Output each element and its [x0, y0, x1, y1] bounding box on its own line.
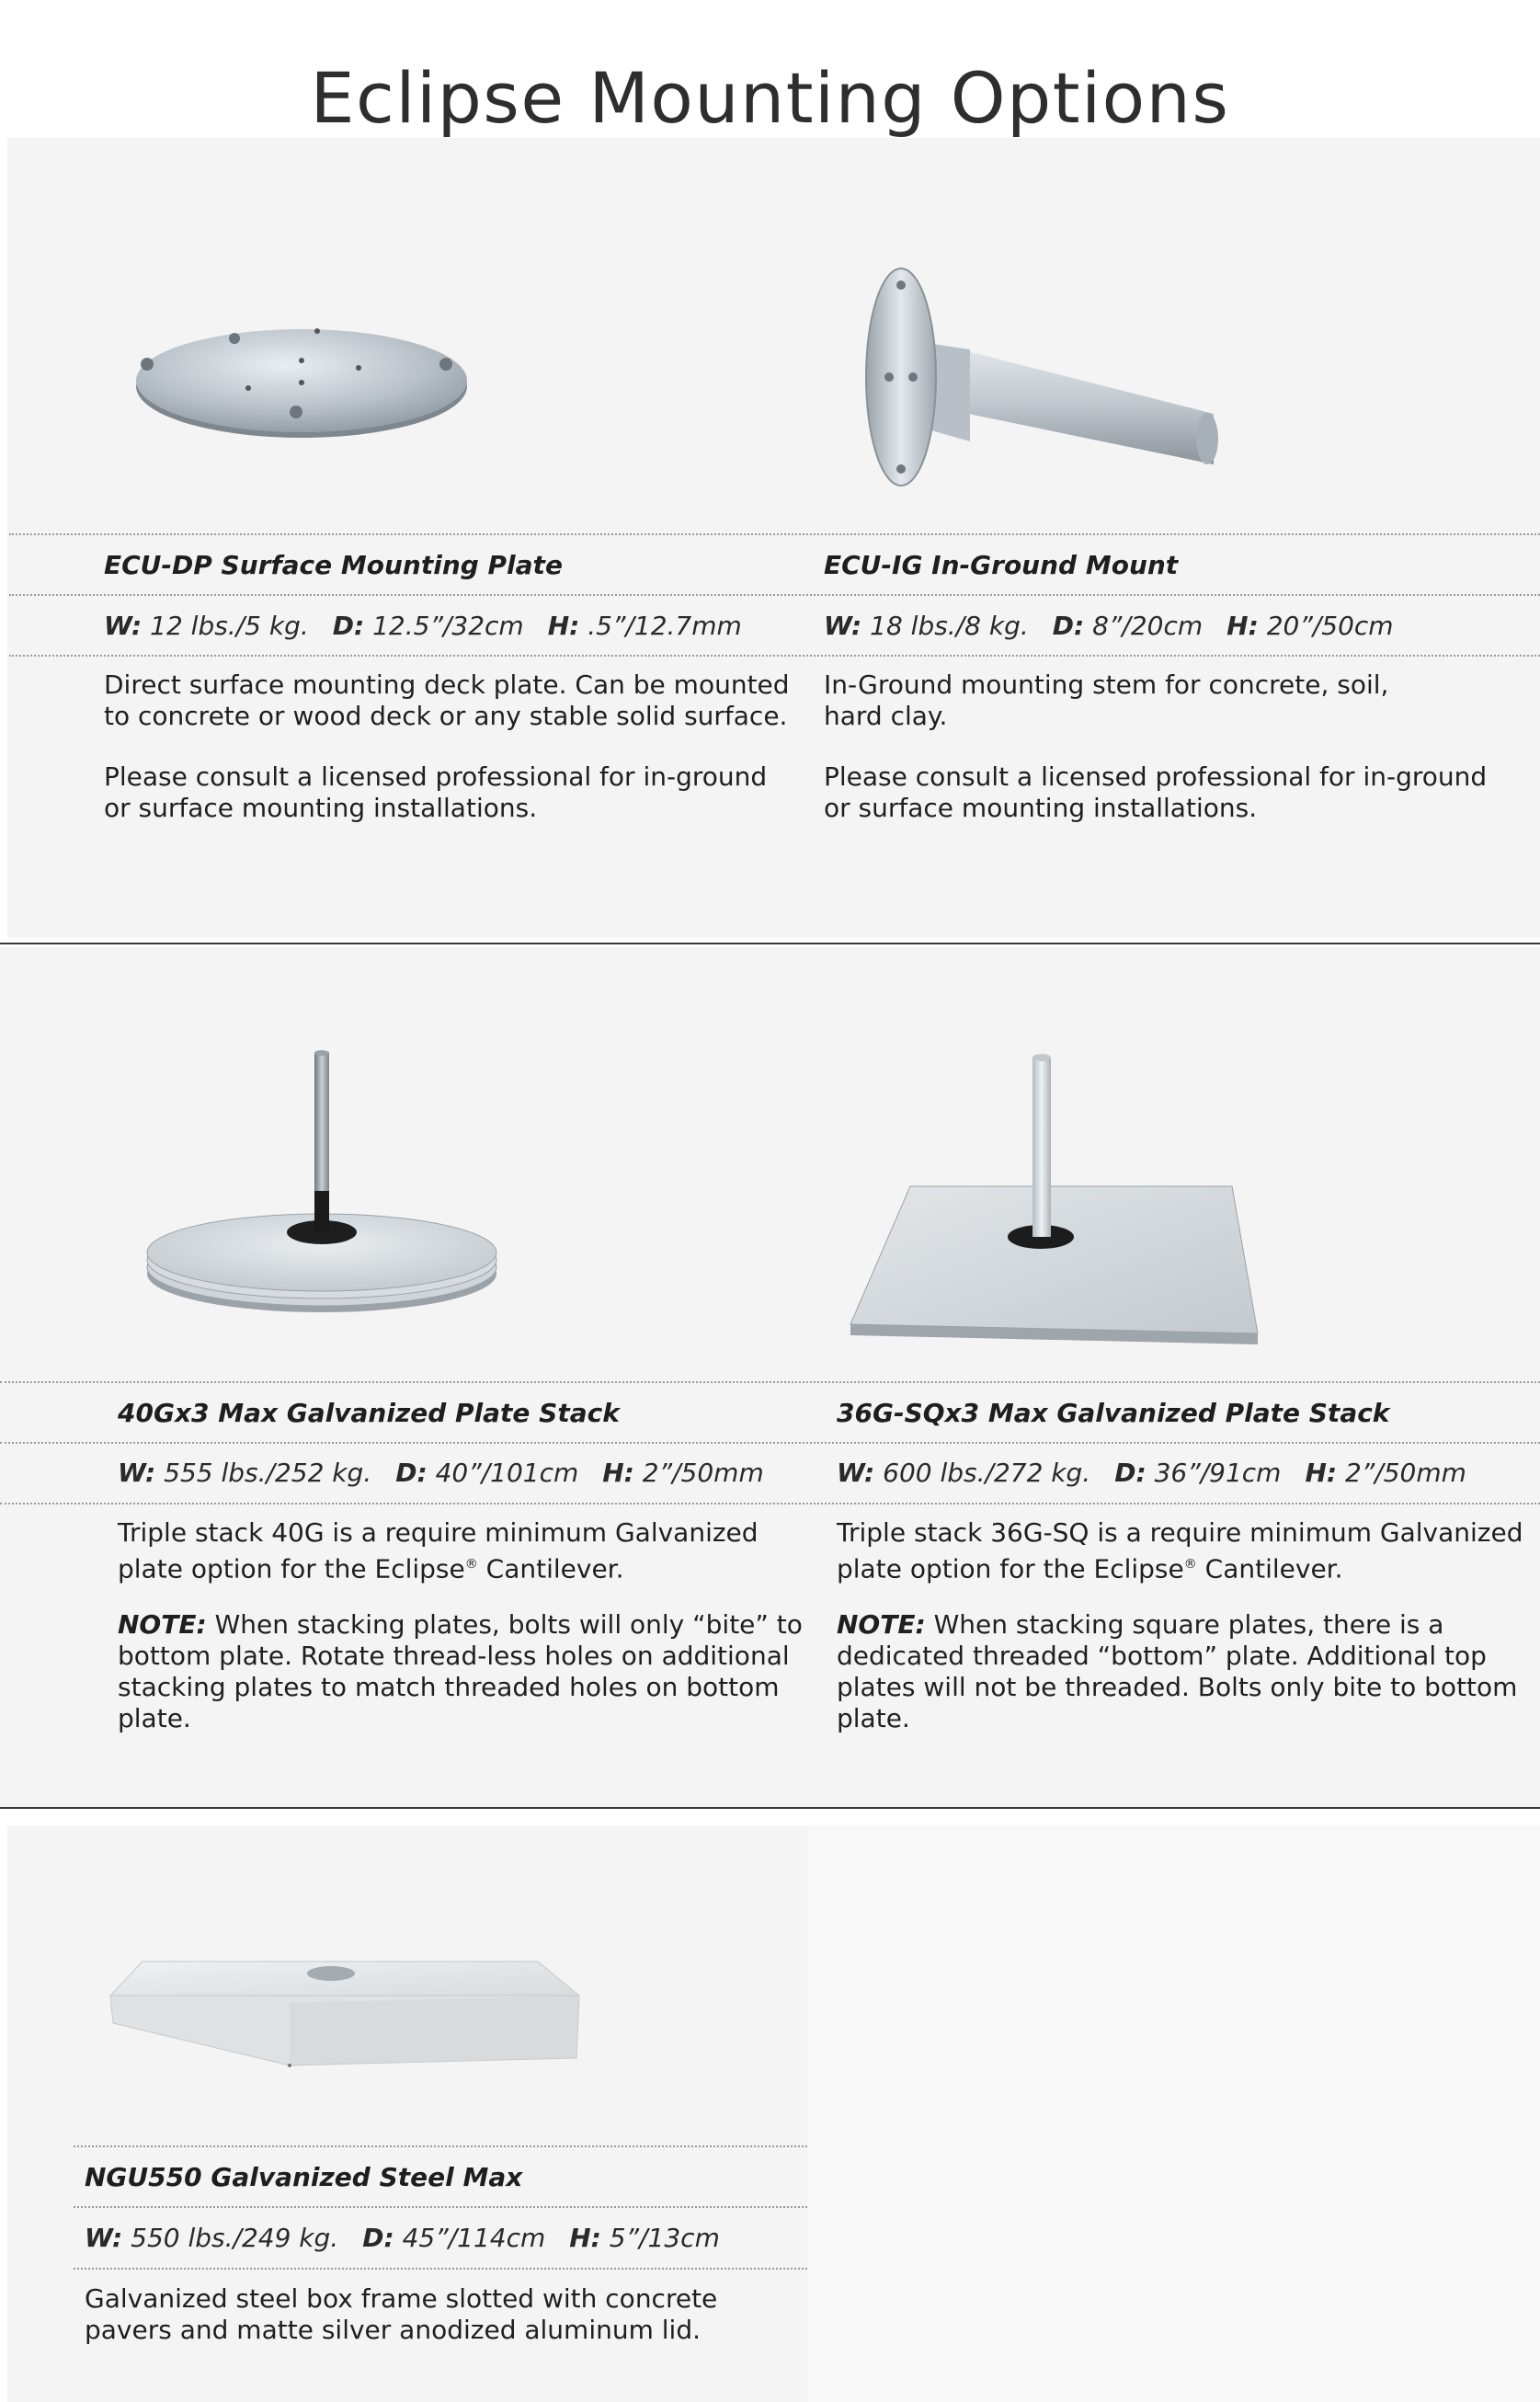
diameter-label: D:: [362, 2223, 394, 2253]
page-title: Eclipse Mounting Options: [310, 57, 1230, 139]
diameter-label: D:: [1052, 611, 1085, 641]
height-label: H:: [569, 2223, 601, 2253]
product-description: [118, 1517, 759, 1584]
diameter-label: D:: [1114, 1458, 1146, 1488]
registered-mark: ®: [1183, 1557, 1197, 1572]
product-note: [837, 1609, 1517, 1734]
diameter-label: D:: [332, 611, 365, 641]
product-disclaimer: Please consult a licensed professional for in-ground or surface mounting installations.: [104, 761, 768, 823]
description-text: Triple stack 36G-SQ is a require minimum Galvanized plate option for the Eclipse: [837, 1517, 1523, 1584]
product-description: [837, 1517, 1523, 1584]
divider: [0, 1503, 1540, 1504]
weight-label: W:: [824, 611, 862, 641]
product-description: Direct surface mounting deck plate. Can be mounted to concrete or wood deck or any stable solid surface.: [104, 669, 790, 731]
divider: [74, 2145, 807, 2147]
diameter-value: 40”/101cm: [435, 1458, 579, 1488]
registered-mark: ®: [464, 1557, 478, 1572]
weight-value: 550 lbs./249 kg.: [131, 2223, 339, 2253]
square-plate-stack-image: [846, 1048, 1260, 1352]
diameter-label: D:: [395, 1458, 428, 1488]
product-specs: [118, 1458, 764, 1488]
product-name: ECU-IG In-Ground Mount: [824, 550, 1179, 580]
weight-label: W:: [118, 1458, 156, 1488]
divider: [9, 533, 1540, 535]
height-label: H:: [547, 611, 580, 641]
product-specs: [85, 2223, 720, 2253]
diameter-value: 8”/20cm: [1092, 611, 1203, 641]
height-value: 2”/50mm: [642, 1458, 764, 1488]
divider: [9, 655, 1540, 657]
note-label: NOTE:: [118, 1609, 207, 1640]
description-text-end: Cantilever.: [1196, 1553, 1343, 1584]
divider: [0, 1381, 1540, 1383]
product-description: Galvanized steel box frame slotted with concrete pavers and matte silver anodized aluminum lid.: [85, 2283, 718, 2345]
height-value: .5”/12.7mm: [587, 611, 742, 641]
height-value: 2”/50mm: [1344, 1458, 1466, 1488]
note-text: When stacking plates, bolts will only “bite” to bottom plate. Rotate thread-less holes on additional stacking plates to match threaded holes on bottom plate.: [118, 1609, 803, 1733]
panel-bottom-right: [807, 1825, 1540, 2402]
diameter-value: 45”/114cm: [402, 2223, 546, 2253]
surface-mounting-plate-image: [129, 313, 478, 441]
product-name: NGU550 Galvanized Steel Max: [85, 2162, 523, 2192]
round-plate-stack-image: [143, 1048, 501, 1315]
weight-value: 18 lbs./8 kg.: [870, 611, 1029, 641]
product-specs: [104, 611, 742, 641]
divider: [74, 2268, 807, 2270]
height-value: 5”/13cm: [609, 2223, 720, 2253]
product-note: [118, 1609, 803, 1734]
weight-label: W:: [837, 1458, 875, 1488]
weight-value: 555 lbs./252 kg.: [164, 1458, 372, 1488]
diameter-value: 36”/91cm: [1154, 1458, 1282, 1488]
product-description: In-Ground mounting stem for concrete, soil, hard clay.: [824, 669, 1389, 731]
section-divider: [0, 1807, 1540, 1809]
product-specs: [824, 611, 1394, 641]
galvanized-steel-box-image: [106, 1957, 584, 2067]
height-value: 20”/50cm: [1266, 611, 1394, 641]
diameter-value: 12.5”/32cm: [372, 611, 524, 641]
weight-label: W:: [85, 2223, 123, 2253]
weight-value: 600 lbs./272 kg.: [883, 1458, 1091, 1488]
product-name: 36G-SQx3 Max Galvanized Plate Stack: [837, 1398, 1390, 1428]
section-divider: [0, 943, 1540, 944]
divider: [9, 594, 1540, 596]
in-ground-mount-image: [832, 267, 1227, 497]
note-text: When stacking square plates, there is a dedicated threaded “bottom” plate. Additional top plates will not be threaded. Bolts only bite to bottom plate.: [837, 1609, 1518, 1733]
weight-value: 12 lbs./5 kg.: [150, 611, 309, 641]
divider: [74, 2206, 807, 2208]
description-text-end: Cantilever.: [477, 1553, 624, 1584]
product-specs: [837, 1458, 1466, 1488]
product-disclaimer: Please consult a licensed professional for in-ground or surface mounting installations.: [824, 761, 1488, 823]
height-label: H:: [1226, 611, 1259, 641]
weight-label: W:: [104, 611, 143, 641]
description-text: Triple stack 40G is a require minimum Galvanized plate option for the Eclipse: [118, 1517, 759, 1584]
note-label: NOTE:: [837, 1609, 926, 1640]
product-name: 40Gx3 Max Galvanized Plate Stack: [118, 1398, 620, 1428]
height-label: H:: [602, 1458, 634, 1488]
height-label: H:: [1305, 1458, 1338, 1488]
divider: [0, 1442, 1540, 1444]
product-name: ECU-DP Surface Mounting Plate: [104, 550, 563, 580]
